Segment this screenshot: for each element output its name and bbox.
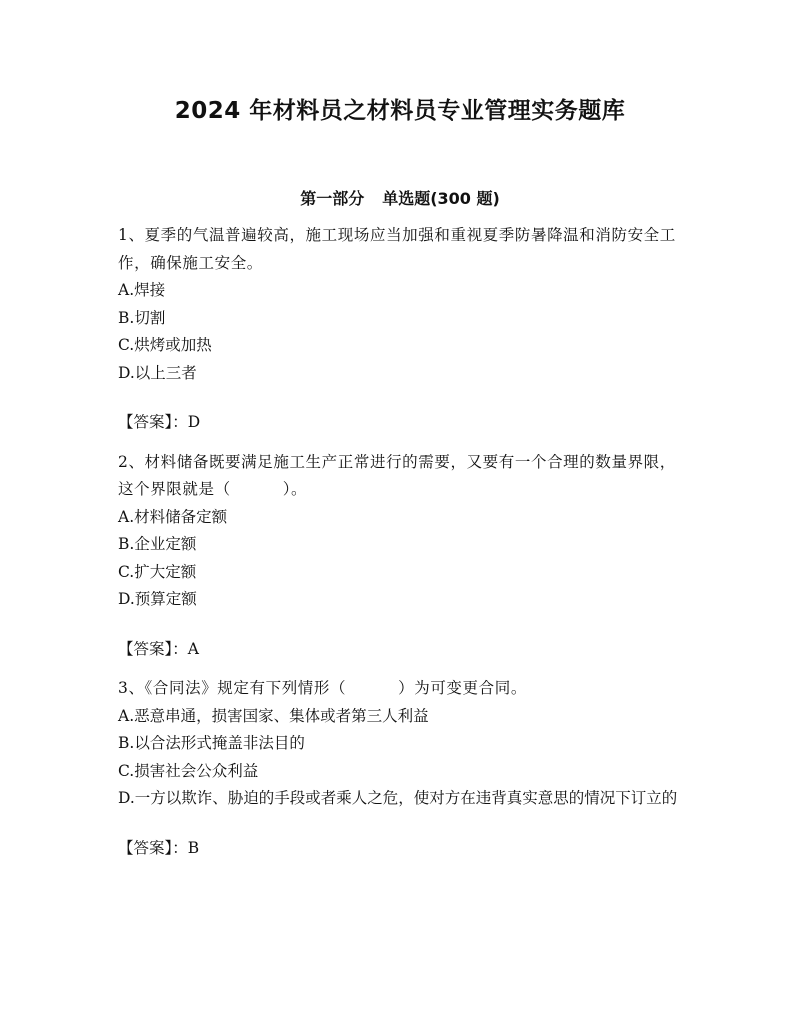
question-stem: 1、夏季的气温普遍较高，施工现场应当加强和重视夏季防暑降温和消防安全工作，确保施工安全。 bbox=[118, 226, 676, 272]
option-b: B.切割 bbox=[118, 308, 166, 327]
answer-value: D bbox=[187, 413, 201, 431]
question-2 bbox=[118, 449, 688, 664]
section-part: 第一部分 bbox=[300, 189, 365, 208]
section-type: 单选题(300 题) bbox=[382, 189, 500, 208]
answer-line bbox=[118, 636, 688, 664]
answer-value: B bbox=[187, 838, 200, 857]
question-stem bbox=[118, 449, 688, 504]
stem-text-after-blank: ）。 bbox=[282, 480, 308, 498]
option-c: C.扩大定额 bbox=[118, 562, 197, 581]
stem-text-before-blank: 3、《合同法》规定有下列情形（ bbox=[118, 679, 347, 697]
section-title bbox=[0, 186, 800, 209]
question-list bbox=[118, 222, 688, 874]
question-stem bbox=[118, 675, 688, 703]
stem-text-before-blank: 2、材料储备既要满足施工生产正常进行的需要，又要有一个合理的数量界限，这个界限就是（ bbox=[118, 452, 676, 498]
question-3 bbox=[118, 675, 688, 862]
answer-label: 【答案】： bbox=[118, 639, 188, 658]
option-a: A.恶意串通，损害国家、集体或者第三人利益 bbox=[118, 706, 429, 725]
answer-label: 【答案】： bbox=[118, 413, 188, 431]
option-b: B.以合法形式掩盖非法目的 bbox=[118, 734, 305, 752]
option-c: C.损害社会公众利益 bbox=[118, 761, 259, 780]
question-1 bbox=[118, 222, 688, 437]
option-b: B.企业定额 bbox=[118, 535, 197, 553]
option-d: D.预算定额 bbox=[118, 590, 197, 608]
option-a: A.焊接 bbox=[118, 281, 166, 299]
option-d: D.以上三者 bbox=[118, 363, 197, 382]
option-c: C.烘烤或加热 bbox=[118, 336, 212, 354]
document-title: 2024 年材料员之材料员专业管理实务题库 bbox=[174, 98, 626, 124]
answer-value: A bbox=[187, 639, 199, 658]
option-a: A.材料储备定额 bbox=[118, 507, 228, 526]
option-d: D.一方以欺诈、胁迫的手段或者乘人之危，使对方在违背真实意思的情况下订立的 bbox=[118, 789, 678, 807]
answer-label: 【答案】： bbox=[118, 838, 188, 857]
answer-line bbox=[118, 835, 688, 863]
answer-line bbox=[118, 409, 688, 437]
stem-text-after-blank: ）为可变更合同。 bbox=[398, 679, 527, 697]
